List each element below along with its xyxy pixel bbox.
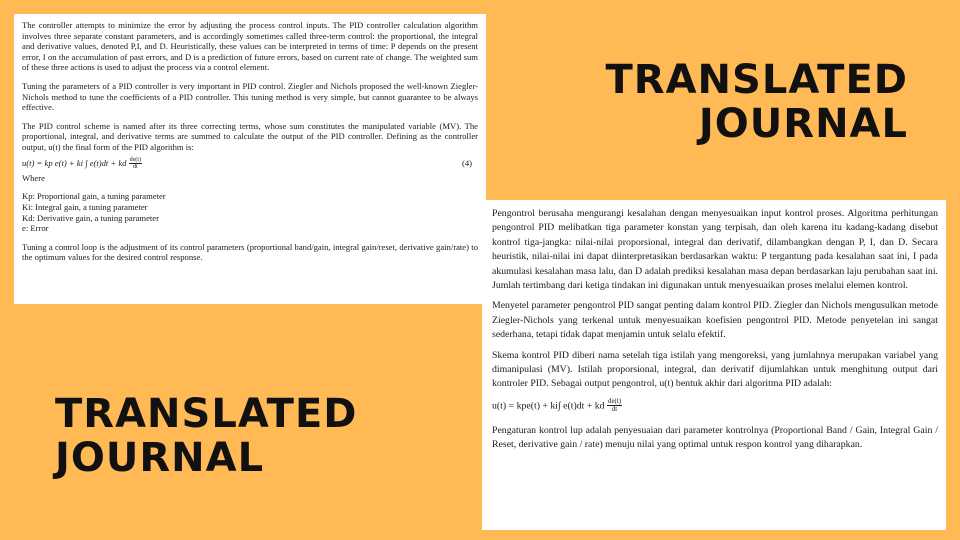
translated-fraction-numerator: de(t)	[608, 397, 621, 405]
original-definition-e: e: Error	[22, 223, 49, 234]
heading-translated-journal-right	[606, 58, 908, 146]
original-equation-fraction	[129, 157, 142, 171]
heading-translated-journal-left	[55, 392, 357, 480]
translated-equation	[492, 398, 938, 414]
translated-paragraph-2: Menyetel parameter pengontrol PID sangat penting dalam kontrol PID. Ziegler dan Nichols mengusulkan metode Ziegler-Nichols yang terkenal untuk menyesuaikan koefisien pengontrol PID. Metode penyetelan ini sangat sederhana, tetapi tidak dapat menjamin untuk selalu efektif.	[492, 300, 938, 341]
original-equation-body: u(t) = kp e(t) + ki ∫ e(t)dt + kd	[22, 157, 127, 168]
heading-left-line-1: TRANSLATED	[55, 391, 358, 437]
heading-left-line-2: JOURNAL	[55, 435, 265, 481]
original-definition-kp: Kp: Proportional gain, a tuning parameter	[22, 191, 166, 202]
original-fraction-denominator: dt	[132, 164, 138, 171]
original-paragraph-3: The PID control scheme is named after its three correcting terms, whose sum constitutes the manipulated variable (MV). The proportional, integral, and derivative terms are summed to calculate the output of the PID controller. Defining as the controller output, u(t) the final form of the PID algorithm is:	[22, 120, 478, 152]
translated-paragraph-1: Pengontrol berusaha mengurangi kesalahan dengan menyesuaikan input kontrol proses. Algoritma perhitungan pengontrol PID melibatkan tiga parameter konstan yang terpisah, dan oleh karena itu kadang-kadang disebut kontrol tiga-jangka: nilai-nilai proporsional, integral dan derivatif, dilambangkan dengan P, I, dan D. Secara heuristik, nilai-nilai ini dapat diinterpretasikan berdasarkan waktu: P tergantung pada kesalahan saat ini, I pada akumulasi kesalahan masa lalu, dan D adalah prediksi kesalahan masa depan berdasarkan laju perubahan saat ini. Jumlah tertimbang dari ketiga tindakan ini digunakan untuk menyesuaikan proses melalui elemen kontrol.	[492, 208, 938, 292]
original-equation-number: (4)	[461, 158, 472, 169]
translated-text-panel	[482, 200, 946, 530]
original-definition-kd: Kd: Derivative gain, a tuning parameter	[22, 212, 159, 223]
translated-equation-fraction	[607, 398, 622, 414]
translated-paragraph-3: Skema kontrol PID diberi nama setelah tiga istilah yang mengoreksi, yang jumlahnya merupakan variabel yang dimanipulasi (MV). Istilah proporsional, integral, dan derivatif dijumlahkan untuk menghitung output dari kontroler PID. Sebagai output pengontrol, u(t) bentuk akhir dari algoritma PID adalah:	[492, 349, 938, 390]
original-equation	[22, 157, 142, 171]
original-paragraph-4: Tuning a control loop is the adjustment of its control parameters (proportional band/gain, integral gain/reset, derivative gain/rate) to the optimum values for the desired control response.	[22, 241, 478, 263]
original-paragraph-1: The controller attempts to minimize the error by adjusting the process control inputs. The PID controller calculation algorithm involves three separate constant parameters, and is accordingly sometimes called three-term control: the proportional, the integral and derivative values, denoted P,I, and D. Heuristically, these values can be interpreted in terms of time: P depends on the present error, I on the accumulation of past errors, and D is a prediction of future errors, based on current rate of change. The weighted sum of these three actions is used to adjust the process via a control element.	[22, 20, 478, 73]
original-fraction-numerator: de(t)	[129, 156, 141, 163]
original-text-panel	[14, 14, 486, 304]
heading-right-line-1: TRANSLATED	[605, 57, 908, 103]
translated-equation-body: u(t) = kpe(t) + ki∫ e(t)dt + kd	[492, 400, 605, 412]
original-definition-ki: Ki: Integral gain, a tuning parameter	[22, 201, 148, 212]
original-equation-row	[22, 157, 478, 171]
translated-fraction-denominator: dt	[611, 406, 618, 414]
original-paragraph-2: Tuning the parameters of a PID controller is very important in PID control. Ziegler and Nichols proposed the well-known Ziegler-Nichols method to tune the coefficients of a PID controller. This tuning method is very simple, but cannot guarantee to be always effective.	[22, 80, 478, 113]
heading-right-line-2: JOURNAL	[698, 101, 908, 147]
translated-paragraph-4: Pengaturan kontrol lup adalah penyesuaian dari parameter kontrolnya (Proportional Band / Gain, Integral Gain / Reset, derivative gain / rate) menuju nilai yang optimal untuk respon kontrol yang diharapkan.	[492, 424, 938, 451]
original-where-label: Where	[22, 172, 45, 183]
